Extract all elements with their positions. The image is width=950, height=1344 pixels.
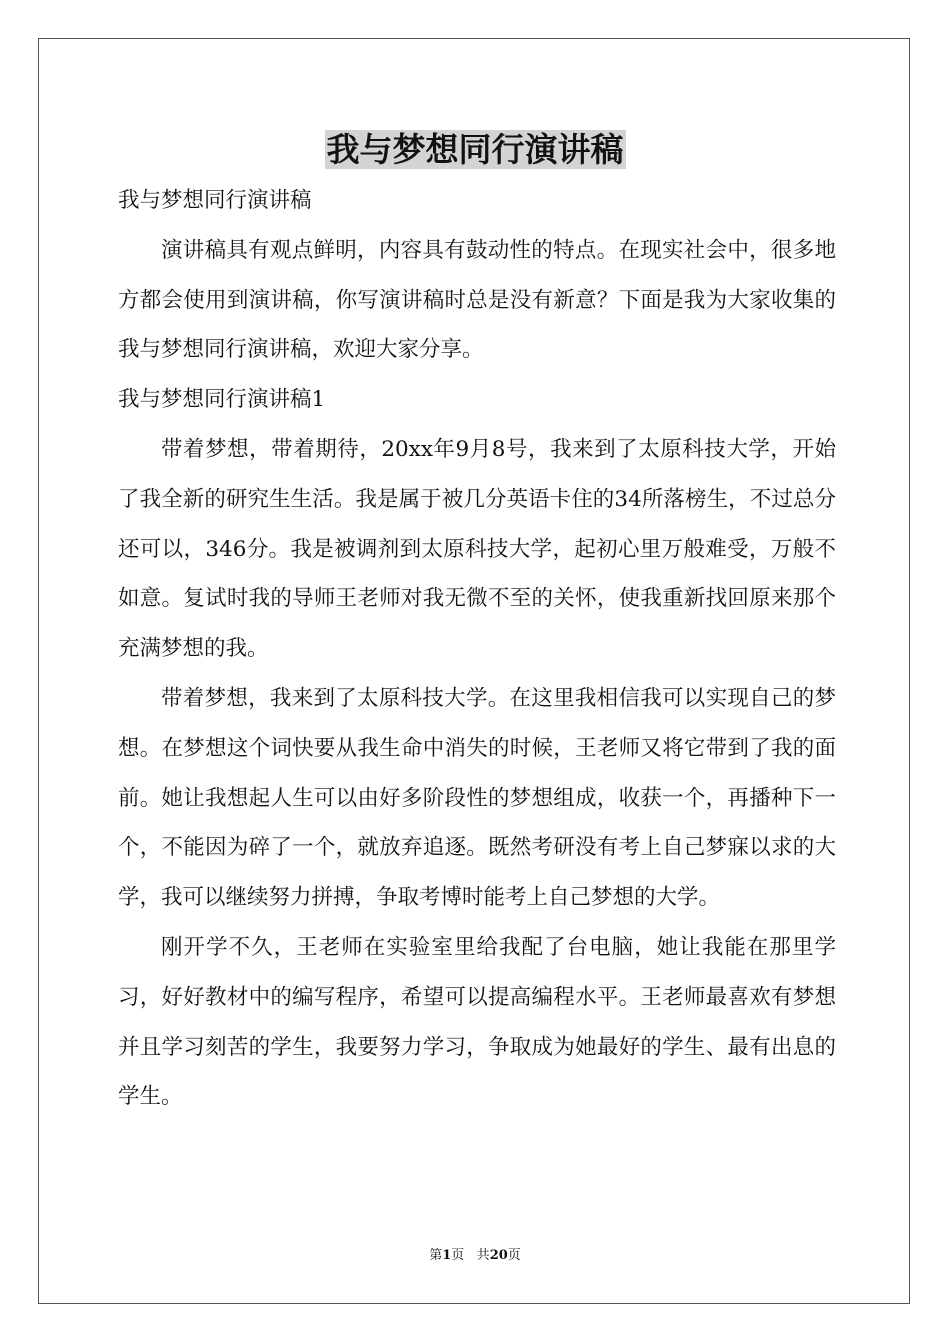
- page-prefix: 第: [429, 1248, 443, 1263]
- body-paragraph-3: 刚开学不久，王老师在实验室里给我配了台电脑，她让我能在那里学习，好好教材中的编写程序，希望可以提高编程水平。王老师最喜欢有梦想并且学习刻苦的学生，我要努力学习，争取成为她最好的学生、最有出息的学生。: [118, 934, 836, 1110]
- total-prefix: 共: [476, 1248, 490, 1263]
- body-paragraph-1: 带着梦想，带着期待，20xx年9月8号，我来到了太原科技大学，开始了我全新的研究生生活。我是属于被几分英语卡住的34所落榜生，不过总分还可以，346分。我是被调剂到太原科技大学，起初心里万般难受，万般不如意。复试时我的导师王老师对我无微不至的关怀，使我重新找回原来那个充满梦想的我。: [118, 436, 836, 662]
- total-suffix: 页: [507, 1248, 521, 1263]
- page-number: 1: [442, 1248, 452, 1263]
- intro-paragraph: 演讲稿具有观点鲜明，内容具有鼓动性的特点。在现实社会中，很多地方都会使用到演讲稿，你写演讲稿时总是没有新意？下面是我为大家收集的我与梦想同行演讲稿，欢迎大家分享。: [118, 237, 836, 363]
- total-pages: 20: [489, 1248, 508, 1263]
- section-heading: 我与梦想同行演讲稿1: [118, 387, 326, 413]
- document-title-text: 我与梦想同行演讲稿: [326, 130, 624, 169]
- document-title: [0, 128, 950, 172]
- subtitle-line: 我与梦想同行演讲稿: [118, 188, 312, 213]
- body-paragraph-2: 带着梦想，我来到了太原科技大学。在这里我相信我可以实现自己的梦想。在梦想这个词快要从我生命中消失的时候，王老师又将它带到了我的面前。她让我想起人生可以由好多阶段性的梦想组成，收获一个，再播种下一个，不能因为碎了一个，就放弃追逐。既然考研没有考上自己梦寐以求的大学，我可以继续努力拼搏，争取考博时能考上自己梦想的大学。: [118, 685, 836, 911]
- page-suffix: 页: [451, 1248, 465, 1263]
- document-body: [118, 176, 836, 1122]
- page-footer: [0, 1246, 950, 1266]
